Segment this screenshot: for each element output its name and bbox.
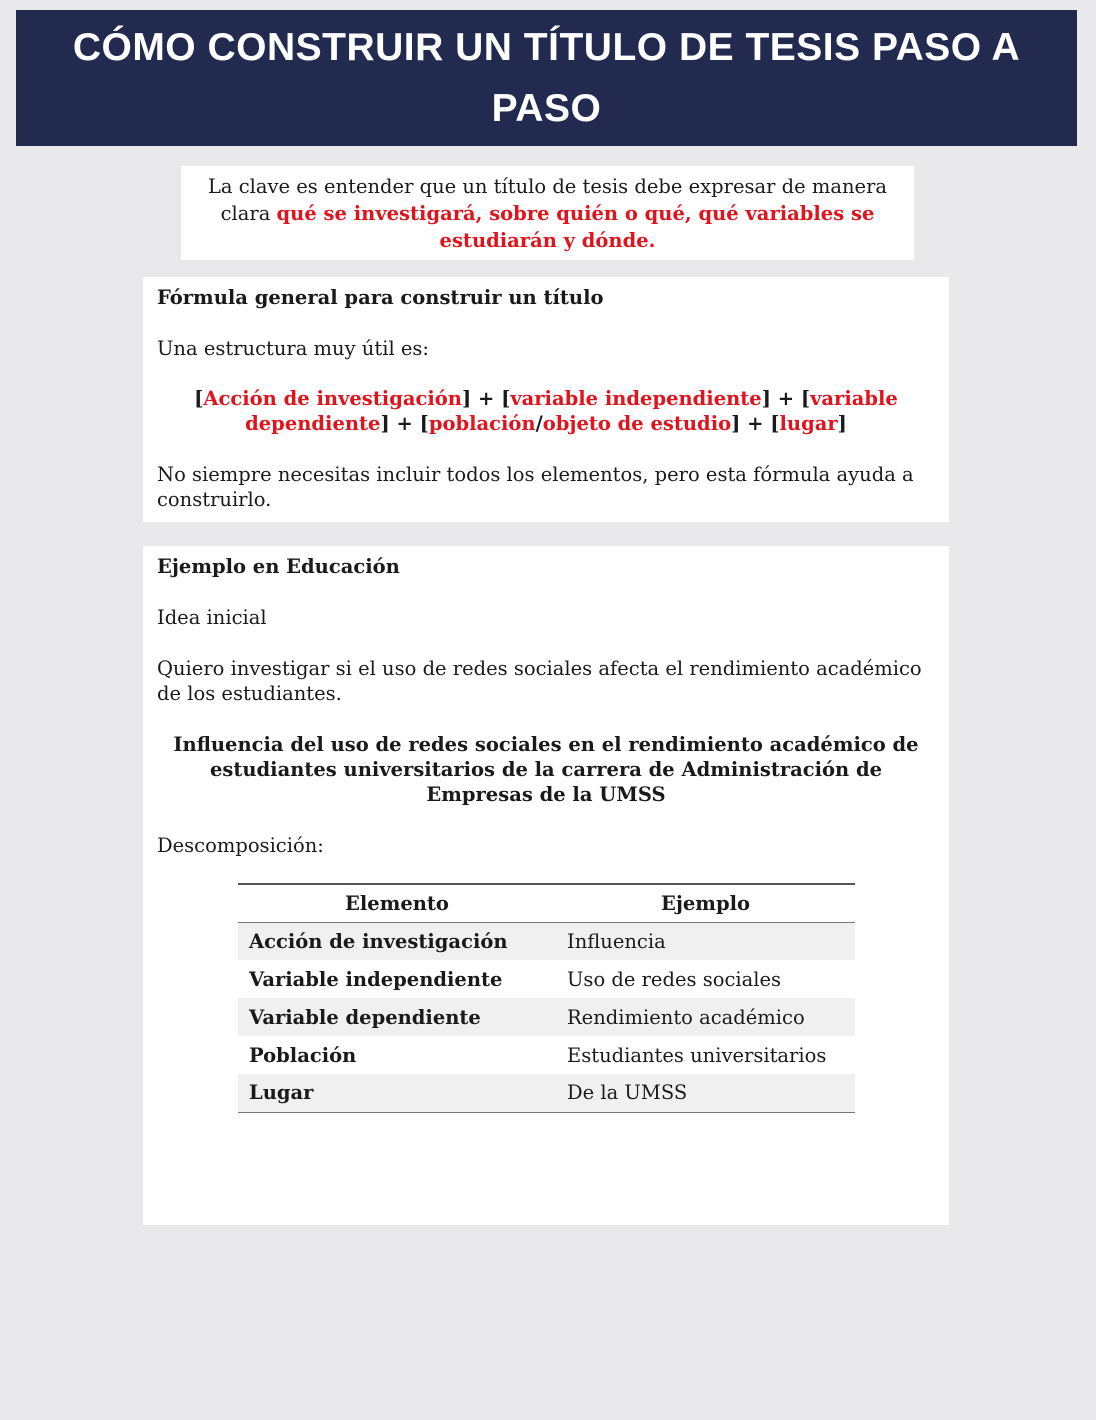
table-cell-elemento: Acción de investigación xyxy=(238,922,556,960)
formula-lead: Una estructura muy útil es: xyxy=(157,337,429,360)
idea-text: Quiero investigar si el uso de redes sociales afecta el rendimiento académico de los estudiantes. xyxy=(157,657,922,705)
formula-card xyxy=(143,277,949,522)
table-cell-elemento: Variable independiente xyxy=(249,967,503,991)
intro-text: La clave es entender que un título de tesis debe expresar de manera clara xyxy=(207,175,888,225)
table-cell-ejemplo: Rendimiento académico xyxy=(556,998,855,1036)
formula-var-dep: variable dependiente xyxy=(245,387,898,435)
example-card xyxy=(143,546,949,1225)
formula-card-title: Fórmula general para construir un título xyxy=(157,286,604,309)
idea-label: Idea inicial xyxy=(157,606,267,629)
table-cell-ejemplo: De la UMSS xyxy=(556,1074,855,1112)
table-row xyxy=(238,960,855,998)
formula-accion: Acción de investigación xyxy=(203,387,462,410)
table-cell-ejemplo: Uso de redes sociales xyxy=(567,967,782,991)
table-row xyxy=(238,1074,855,1112)
formula-structure: [Acción de investigación] + [variable independiente] + [variable dependiente] + [población/objeto de estudio] + [lugar] xyxy=(194,387,898,435)
decomp-label: Descomposición: xyxy=(157,834,324,857)
table-cell-elemento: Población xyxy=(249,1043,357,1067)
table-cell-ejemplo: Influencia xyxy=(556,922,855,960)
formula-objeto: objeto de estudio xyxy=(542,412,732,435)
example-thesis-title: Influencia del uso de redes sociales en el rendimiento académico de estudiantes universitarios de la carrera de Administración de Empresas de la UMSS xyxy=(173,733,919,806)
formula-var-indep: variable independiente xyxy=(510,387,762,410)
formula-lugar: lugar xyxy=(779,412,838,435)
table-cell-ejemplo: Estudiantes universitarios xyxy=(567,1043,827,1067)
table-row xyxy=(238,1036,855,1074)
table-row xyxy=(238,922,855,960)
page-title: CÓMO CONSTRUIR UN TÍTULO DE TESIS PASO A PASO xyxy=(72,26,1021,130)
formula-poblacion: población xyxy=(428,412,536,435)
table-header-ejemplo: Ejemplo xyxy=(556,884,855,922)
table-header-row xyxy=(238,884,855,922)
intro-box xyxy=(181,166,914,260)
example-card-title: Ejemplo en Educación xyxy=(157,555,400,578)
table-cell-elemento: Variable dependiente xyxy=(238,998,556,1036)
title-banner xyxy=(16,10,1077,146)
table-header-elemento: Elemento xyxy=(238,884,556,922)
formula-note: No siempre necesitas incluir todos los elementos, pero esta fórmula ayuda a construirlo. xyxy=(157,463,914,511)
table-row xyxy=(238,998,855,1036)
table-cell-elemento: Lugar xyxy=(238,1074,556,1112)
decomposition-table xyxy=(238,883,855,1113)
intro-highlight: qué se investigará, sobre quién o qué, qué variables se estudiarán y dónde. xyxy=(276,202,875,252)
